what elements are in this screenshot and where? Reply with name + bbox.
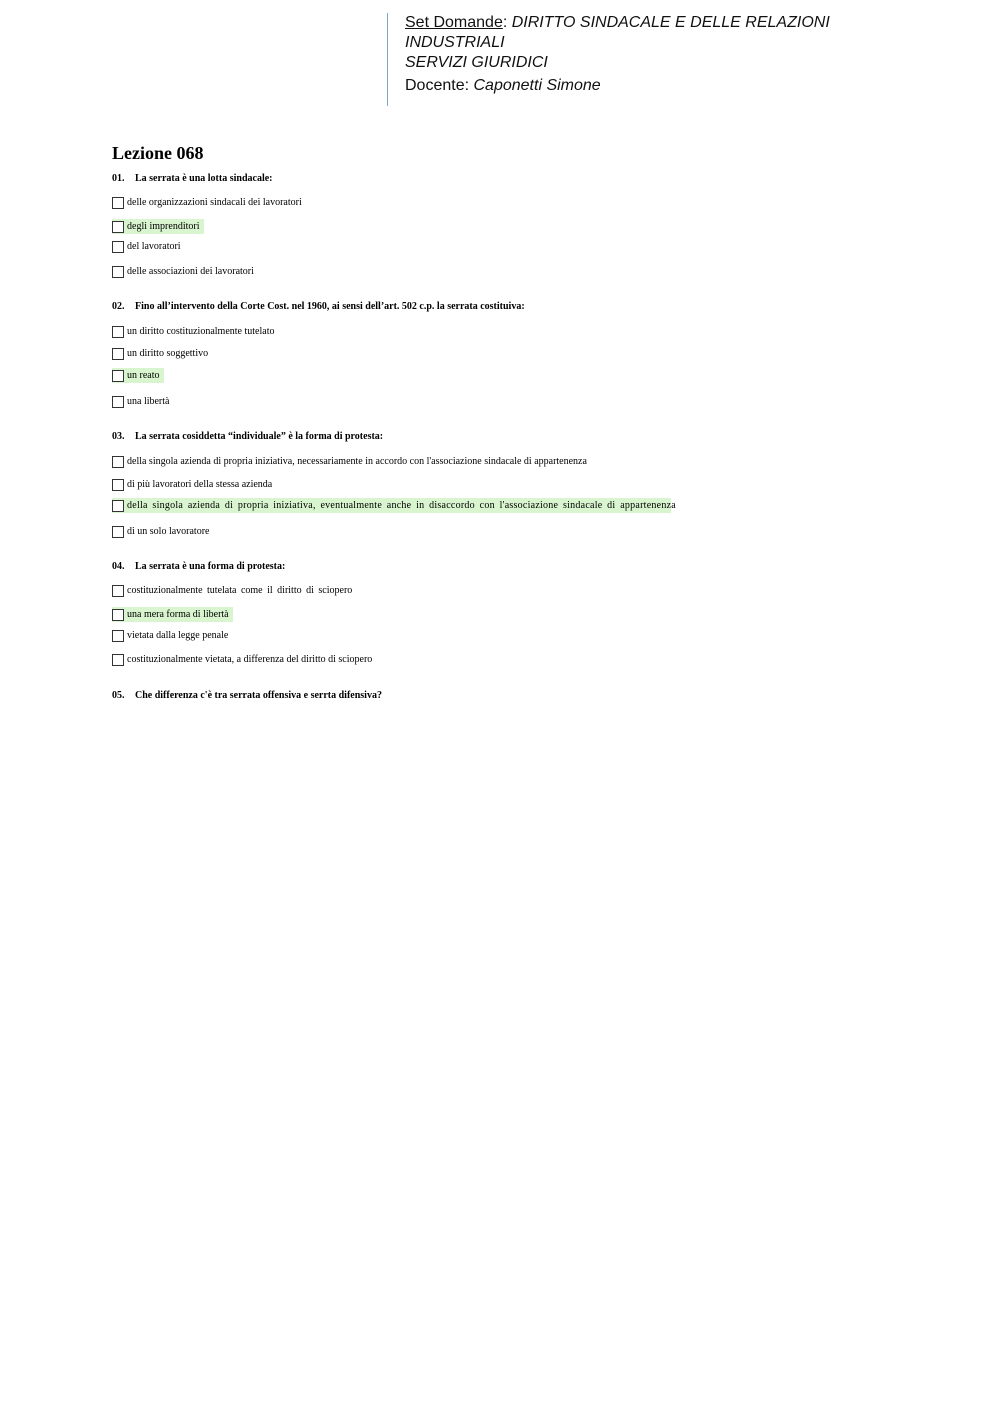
answer-text: un diritto costituzionalmente tutelato (127, 326, 275, 337)
checkbox[interactable] (112, 630, 124, 642)
question-text: La serrata è una forma di protesta: (135, 561, 286, 572)
checkbox[interactable] (112, 370, 124, 382)
checkbox[interactable] (112, 396, 124, 408)
answer-2-3-correct[interactable] (112, 368, 164, 383)
answer-text: costituzionalmente tutelata come il diritto di sciopero (127, 585, 353, 596)
set-title: DIRITTO SINDACALE E DELLE RELAZIONI (511, 14, 830, 31)
answer-text: vietata dalla legge penale (127, 630, 229, 641)
question-number: 02. (112, 301, 125, 312)
checkbox[interactable] (112, 500, 124, 512)
question-number: 01. (112, 173, 125, 184)
question-number: 05. (112, 690, 125, 701)
question-4 (112, 561, 285, 572)
checkbox[interactable] (112, 348, 124, 360)
answer-4-3[interactable] (112, 628, 228, 643)
checkbox[interactable] (112, 221, 124, 233)
question-text: La serrata cosiddetta “individuale” è la forma di protesta: (135, 431, 384, 442)
answer-3-2[interactable] (112, 477, 272, 492)
answer-text: di più lavoratori della stessa azienda (127, 479, 273, 490)
answer-2-2[interactable] (112, 346, 208, 361)
document-header (387, 13, 857, 106)
set-row (405, 13, 857, 33)
answer-2-4[interactable] (112, 394, 169, 409)
checkbox[interactable] (112, 654, 124, 666)
lesson-title: Lezione 068 (112, 143, 204, 163)
answer-text: del lavoratori (127, 241, 181, 252)
set-colon: : (502, 14, 508, 31)
checkbox[interactable] (112, 266, 124, 278)
question-5 (112, 690, 382, 701)
answer-text: di un solo lavoratore (127, 526, 210, 537)
checkbox[interactable] (112, 479, 124, 491)
question-text: La serrata è una lotta sindacale: (135, 173, 273, 184)
question-number: 04. (112, 561, 125, 572)
answer-3-4[interactable] (112, 524, 209, 539)
answer-3-1[interactable] (112, 454, 587, 469)
answer-text: costituzionalmente vietata, a differenza del diritto di sciopero (127, 654, 373, 665)
answer-1-1[interactable] (112, 195, 302, 210)
answer-4-2-correct[interactable] (112, 607, 233, 622)
answer-1-4[interactable] (112, 264, 254, 279)
answer-text: un reato (127, 370, 160, 381)
answer-1-2-correct[interactable] (112, 219, 204, 234)
answer-text: delle associazioni dei lavoratori (127, 266, 254, 277)
docente-label: Docente: (405, 77, 470, 94)
answer-3-3-correct[interactable] (112, 498, 676, 513)
question-1 (112, 173, 273, 184)
checkbox[interactable] (112, 197, 124, 209)
answer-text: una mera forma di libertà (127, 609, 229, 620)
answer-text: un diritto soggettivo (127, 348, 209, 359)
set-title-continuation: INDUSTRIALI (405, 34, 505, 51)
checkbox[interactable] (112, 609, 124, 621)
question-2 (112, 301, 525, 312)
checkbox[interactable] (112, 526, 124, 538)
answer-text: una libertà (127, 396, 170, 407)
question-number: 03. (112, 431, 125, 442)
checkbox[interactable] (112, 241, 124, 253)
answer-text: delle organizzazioni sindacali dei lavoratori (127, 197, 302, 208)
question-text: Fino all’intervento della Corte Cost. nel 1960, ai sensi dell’art. 502 c.p. la serrata costituiva: (135, 301, 525, 312)
checkbox[interactable] (112, 456, 124, 468)
answer-2-1[interactable] (112, 324, 274, 339)
answer-text: degli imprenditori (127, 221, 200, 232)
checkbox[interactable] (112, 326, 124, 338)
docente-name: Caponetti Simone (473, 77, 601, 94)
answer-4-1[interactable] (112, 583, 352, 598)
question-text: Che differenza c'è tra serrata offensiva e serrta difensiva? (135, 690, 382, 701)
answer-4-4[interactable] (112, 652, 372, 667)
docente-row (405, 76, 857, 96)
question-3 (112, 431, 383, 442)
answer-text: della singola azienda di propria iniziativa, eventualmente anche in disaccordo con l'associazione sindacale di appartenenza (127, 500, 676, 511)
checkbox[interactable] (112, 585, 124, 597)
answer-text: della singola azienda di propria iniziativa, necessariamente in accordo con l'associazione sindacale di appartenenza (127, 456, 587, 467)
set-label: Set Domande (405, 14, 503, 31)
department: SERVIZI GIURIDICI (405, 54, 548, 71)
answer-1-3[interactable] (112, 239, 181, 254)
